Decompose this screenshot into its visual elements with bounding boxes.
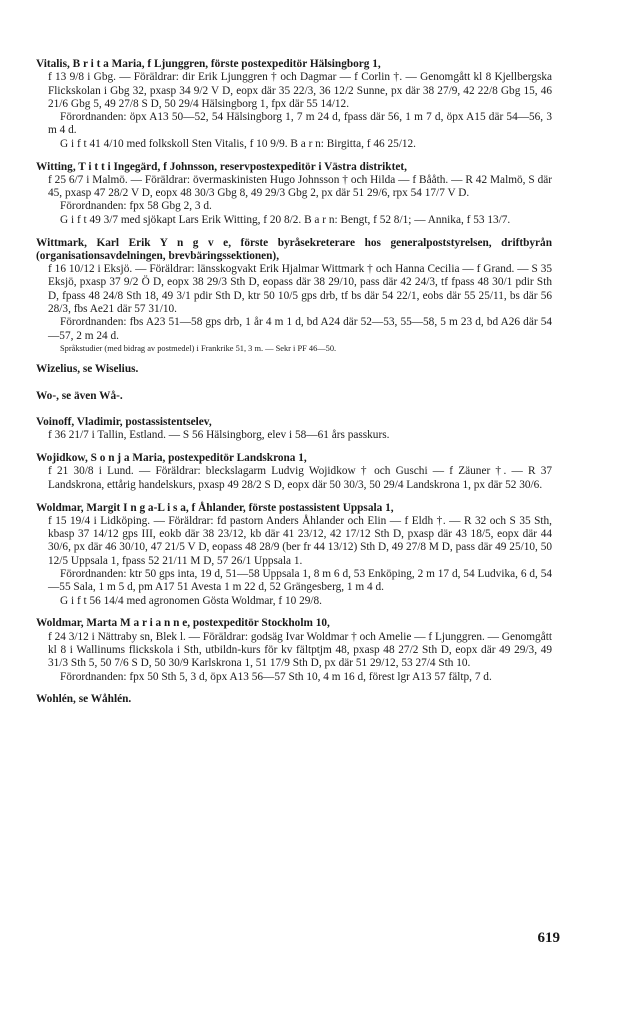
entry-headline: Wojidkow, S o n j a Maria, postexpeditör Landskrona 1,	[36, 452, 307, 465]
cross-reference: Wohlén, se Wåhlén.	[36, 693, 132, 706]
page-number: 619	[537, 930, 560, 946]
entry-vitalis	[36, 58, 552, 151]
entry-body	[36, 429, 552, 442]
entry-paragraph: f 24 3/12 i Nättraby sn, Blek l. — Föräldrar: godsäg Ivar Woldmar † och Amelie — f Ljunggren. — Genomgått kl 8 i Wallinums flickskola i Sth, utbildn-kurs för kv fältptjm 48, pxasp 48 27/2 Sth D, eopx där 49 29/3, 49 31/3 Sth 5, 50 7/6 S D, 50 30/9 Karlskrona 1, 51 17/9 Sth D, px där 51 29/12, 53 27/4 Sth 10.	[48, 630, 552, 670]
entry-voinoff	[36, 416, 552, 443]
entry-paragraph: Förordnanden: ktr 50 gps inta, 19 d, 51—58 Uppsala 1, 8 m 6 d, 53 Enköping, 2 m 17 d, 54 Ludvika, 6 d, 54—55 Sala, 1 m 5 d, pm A17 51 Avesta 1 m 22 d, 52 Grängesberg, 1 m 4 d.	[48, 568, 552, 594]
entry-wittmark	[36, 237, 552, 354]
entry-paragraph: f 16 10/12 i Eksjö. — Föräldrar: länsskogvakt Erik Hjalmar Wittmark † och Hanna Cecilia — f Grand. — S 35 Eksjö, pxasp 37 9/2 Ö D, eopx 38 29/3 Sth D, eopass där 38 29/10, pass där 42 24/3, tf fpass 48 30/1 pdir Sth D, fpass 48 24/8 Sth 18, 49 3/1 pdir Sth D, ktr 50 10/5 gps drb, tf bs där 54 22/1, eobs där 55 25/11, bs där 56 28/3, fbs Ae21 där 57 31/10.	[48, 263, 552, 316]
entry-headline: Vitalis, B r i t a Maria, f Ljunggren, förste postexpeditör Hälsingborg 1,	[36, 58, 381, 70]
entry-footnote: Språkstudier (med bidrag av postmedel) i Frankrike 51, 3 m. — Sekr i PF 46—50.	[60, 343, 337, 353]
entry-headline: Woldmar, Margit I n g a-L i s a, f Åhlander, förste postassistent Uppsala 1,	[36, 501, 394, 514]
entry-paragraph: Förordnanden: fpx 50 Sth 5, 3 d, öpx A13 56—57 Sth 10, 4 m 16 d, förest lgr A13 57 fältp, 7 d.	[60, 670, 492, 683]
entry-paragraph: f 13 9/8 i Gbg. — Föräldrar: dir Erik Ljunggren † och Dagmar — f Corlin †. — Genomgått kl 8 Kjellbergska Flickskolan i Gbg 32, pxasp 34 9/2 V D, eopx där 35 22/3, 36 12/2 Sunne, px där 38 27/9, 42 22/8 Gbg 15, 46 21/6 Gbg 5, 49 27/8 S D, 50 29/4 Hälsingborg 1, fpx där 55 14/12.	[48, 71, 552, 110]
entry-body	[36, 465, 552, 492]
entry-wojidkow	[36, 452, 552, 492]
entry-paragraph: G i f t 41 4/10 med folkskoll Sten Vitalis, f 10 9/9. B a r n: Birgitta, f 46 25/12.	[60, 137, 416, 150]
entry-paragraph: G i f t 49 3/7 med sjökapt Lars Erik Witting, f 20 8/2. B a r n: Bengt, f 52 8/1; — Annika, f 53 13/7.	[60, 213, 511, 226]
entry-paragraph: f 36 21/7 i Tallin, Estland. — S 56 Hälsingborg, elev i 58—61 års passkurs.	[48, 429, 390, 442]
entry-paragraph: f 21 30/8 i Lund. — Föräldrar: bleckslagarm Ludvig Wojidkow † och Guschi — f Zäuner †. — R 37 Landskrona, ettårig handelskurs, pxasp 49 28/2 S D, eopx där 50 30/3, 50 29/4 Landskrona 1, px där 52 30/6.	[48, 465, 552, 491]
entry-headline: Woldmar, Marta M a r i a n n e, postexpeditör Stockholm 10,	[36, 617, 330, 630]
entry-paragraph: f 25 6/7 i Malmö. — Föräldrar: övermaskinisten Hugo Johnsson † och Hilda — f Bååth. — R 42 Malmö, S där 45, pxasp 47 28/2 V D, eopx 48 30/3 Gbg 8, 49 29/3 Gbg 2, px där 51 29/6, rpx 54 17/7 V D.	[48, 173, 552, 200]
entry-witting	[36, 161, 552, 227]
cross-reference: Wo-, se även Wå-.	[36, 389, 123, 402]
entry-body	[36, 174, 552, 227]
entry-body	[36, 515, 552, 608]
entry-paragraph: Förordnanden: fpx 58 Gbg 2, 3 d.	[60, 200, 212, 213]
entry-woldmar-inga-lisa	[36, 502, 552, 608]
entry-woldmar-marianne	[36, 617, 552, 683]
entry-paragraph: G i f t 56 14/4 med agronomen Gösta Woldmar, f 10 29/8.	[60, 594, 322, 607]
entry-body	[36, 263, 552, 354]
entry-paragraph: Förordnanden: öpx A13 50—52, 54 Hälsingborg 1, 7 m 24 d, fpass där 56, 1 m 7 d, öpx A15 där 54—56, 3 m 4 d.	[48, 111, 552, 137]
entry-paragraph: f 15 19/4 i Lidköping. — Föräldrar: fd pastorn Anders Åhlander och Elin — f Eldh †. — R 32 och S 35 Sth, kbasp 37 14/12 gps III, eokb där 38 23/12, kb där 41 23/12, 42 17/12 Sth D, pxasp där 43 18/5, eopx där 44 30/6, px där 46 30/10, 47 21/5 V D, eopass 48 28/9 (ber fr 44 13/12) Sth D, 49 27/8 M D, pass där 49 25/10, 50 12/5 Uppsala 1, fpass 52 21/11 M D, 57 26/1 Uppsala 1.	[48, 514, 552, 567]
entry-headline: Wittmark, Karl Erik Y n g v e, förste byråsekreterare hos generalpoststyrelsen, driftbyrån (organisationsavdelningen, brevbäringssektionen),	[36, 236, 552, 262]
entry-body	[36, 631, 552, 684]
entry-body	[36, 71, 552, 151]
directory-page	[36, 58, 552, 720]
cross-reference: Wizelius, se Wiselius.	[36, 363, 139, 376]
entry-headline: Witting, T i t t i Ingegärd, f Johnsson, reservpostexpeditör i Västra distriktet,	[36, 160, 407, 173]
entry-paragraph: Förordnanden: fbs A23 51—58 gps drb, 1 år 4 m 1 d, bd A24 där 52—53, 55—58, 5 m 23 d, bd A26 där 54—57, 2 m 24 d.	[48, 316, 552, 342]
entry-headline: Voinoff, Vladimir, postassistentselev,	[36, 416, 212, 429]
